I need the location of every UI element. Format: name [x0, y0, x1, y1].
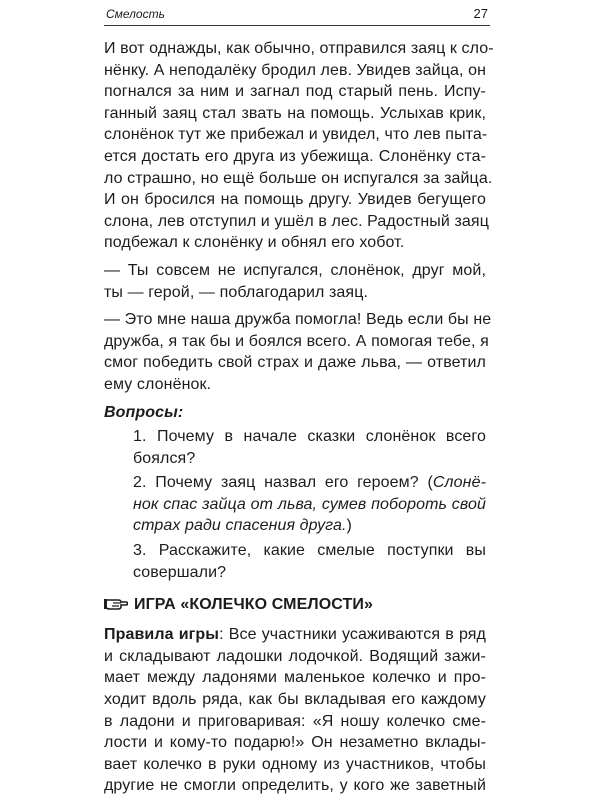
text-line: И он бросился на помощь другу. Увидев бегущего	[104, 191, 486, 209]
page-header	[104, 3, 490, 26]
text-line	[104, 624, 486, 646]
text-line: ты — герой, — поблагодарил заяц.	[104, 283, 369, 301]
text-line: ганный заяц стал звать на помощь. Услыхав крик,	[104, 104, 486, 122]
text-line: мает между ладонями маленькое колечко и про-	[104, 669, 486, 687]
text-line: ется достать его друга из убежища. Слонёнку ста-	[104, 147, 486, 165]
text-line	[133, 515, 486, 537]
text-line: 1. Почему в начале сказки слонёнок всего	[133, 428, 486, 446]
text-line: ло страшно, но ещё больше он испугался за зайца.	[104, 169, 493, 187]
text-line: вает колечко в руки одному из участников, чтобы	[104, 755, 486, 773]
text-line: слонёнок тут же прибежал и увидел, что лев пыта-	[104, 126, 488, 144]
text-line: нёнку. А неподалёку бродил лев. Увидев зайца, он	[104, 61, 487, 79]
question-2-answer-hint: нок спас зайца от льва, сумев побороть свой	[133, 495, 486, 513]
game-rules	[104, 624, 486, 797]
page-body	[104, 38, 494, 803]
question-1	[133, 426, 486, 469]
question-2-answer-hint: страх ради спасения друга.	[133, 517, 347, 535]
question-2	[133, 472, 486, 537]
text-line: ему слонёнок.	[104, 375, 212, 393]
game-title	[104, 593, 486, 615]
question-3	[133, 540, 486, 583]
text-line: 3. Расскажите, какие смелые поступки вы	[133, 542, 486, 560]
rules-label: Правила игры	[104, 626, 220, 644]
text-line: подбежал к слонёнку и обнял его хобот.	[104, 234, 405, 252]
text-line: совершали?	[133, 563, 227, 581]
text-line: и складывают ладошки лодочкой. Водящий зажи-	[104, 647, 486, 665]
story-paragraph-3	[104, 309, 492, 395]
questions-heading: Вопросы:	[104, 403, 184, 421]
rules-text: : Все участники усаживаются в ряд	[219, 626, 486, 644]
text-line: боялся?	[133, 449, 196, 467]
game-title-text: ИГРА «КОЛЕЧКО СМЕЛОСТИ»	[134, 596, 373, 614]
text-line	[133, 472, 486, 494]
text-line: слона, лев отступил и ушёл в лес. Радостный заяц	[104, 212, 489, 230]
text-line: лости и кому-то подарю!» Он незаметно вклады-	[104, 734, 486, 752]
story-paragraph-2	[104, 260, 486, 303]
text-line: ходит вдоль ряда, как бы вкладывая его каждому	[104, 691, 486, 709]
text-line: — Ты совсем не испугался, слонёнок, друг мой,	[104, 261, 486, 279]
question-2-text: 2. Почему заяц назвал его героем? (	[133, 474, 433, 492]
question-2-answer-hint: Слонё-	[432, 474, 486, 492]
text-line: погнался за ним и загнал под старый пень. Испу-	[104, 83, 486, 101]
text-line: в ладони и приговаривая: «Я ношу колечко сме-	[104, 712, 486, 730]
story-paragraph-1	[104, 38, 494, 254]
text-line: — Это мне наша дружба помогла! Ведь если бы не	[104, 311, 492, 329]
pointing-hand-icon	[104, 595, 128, 618]
page-number: 27	[473, 6, 488, 21]
closing-paren: )	[346, 517, 352, 535]
questions-list	[133, 426, 486, 583]
text-line: смог победить свой страх и даже льва, — ответил	[104, 354, 486, 372]
text-line: И вот однажды, как обычно, отправился заяц к сло-	[104, 40, 494, 57]
text-line: дружба, я так бы и боялся всего. А помогая тебе, я	[104, 332, 489, 350]
text-line: другие не смогли определить, у кого же заветный	[104, 777, 486, 795]
running-head: Смелость	[106, 7, 165, 21]
